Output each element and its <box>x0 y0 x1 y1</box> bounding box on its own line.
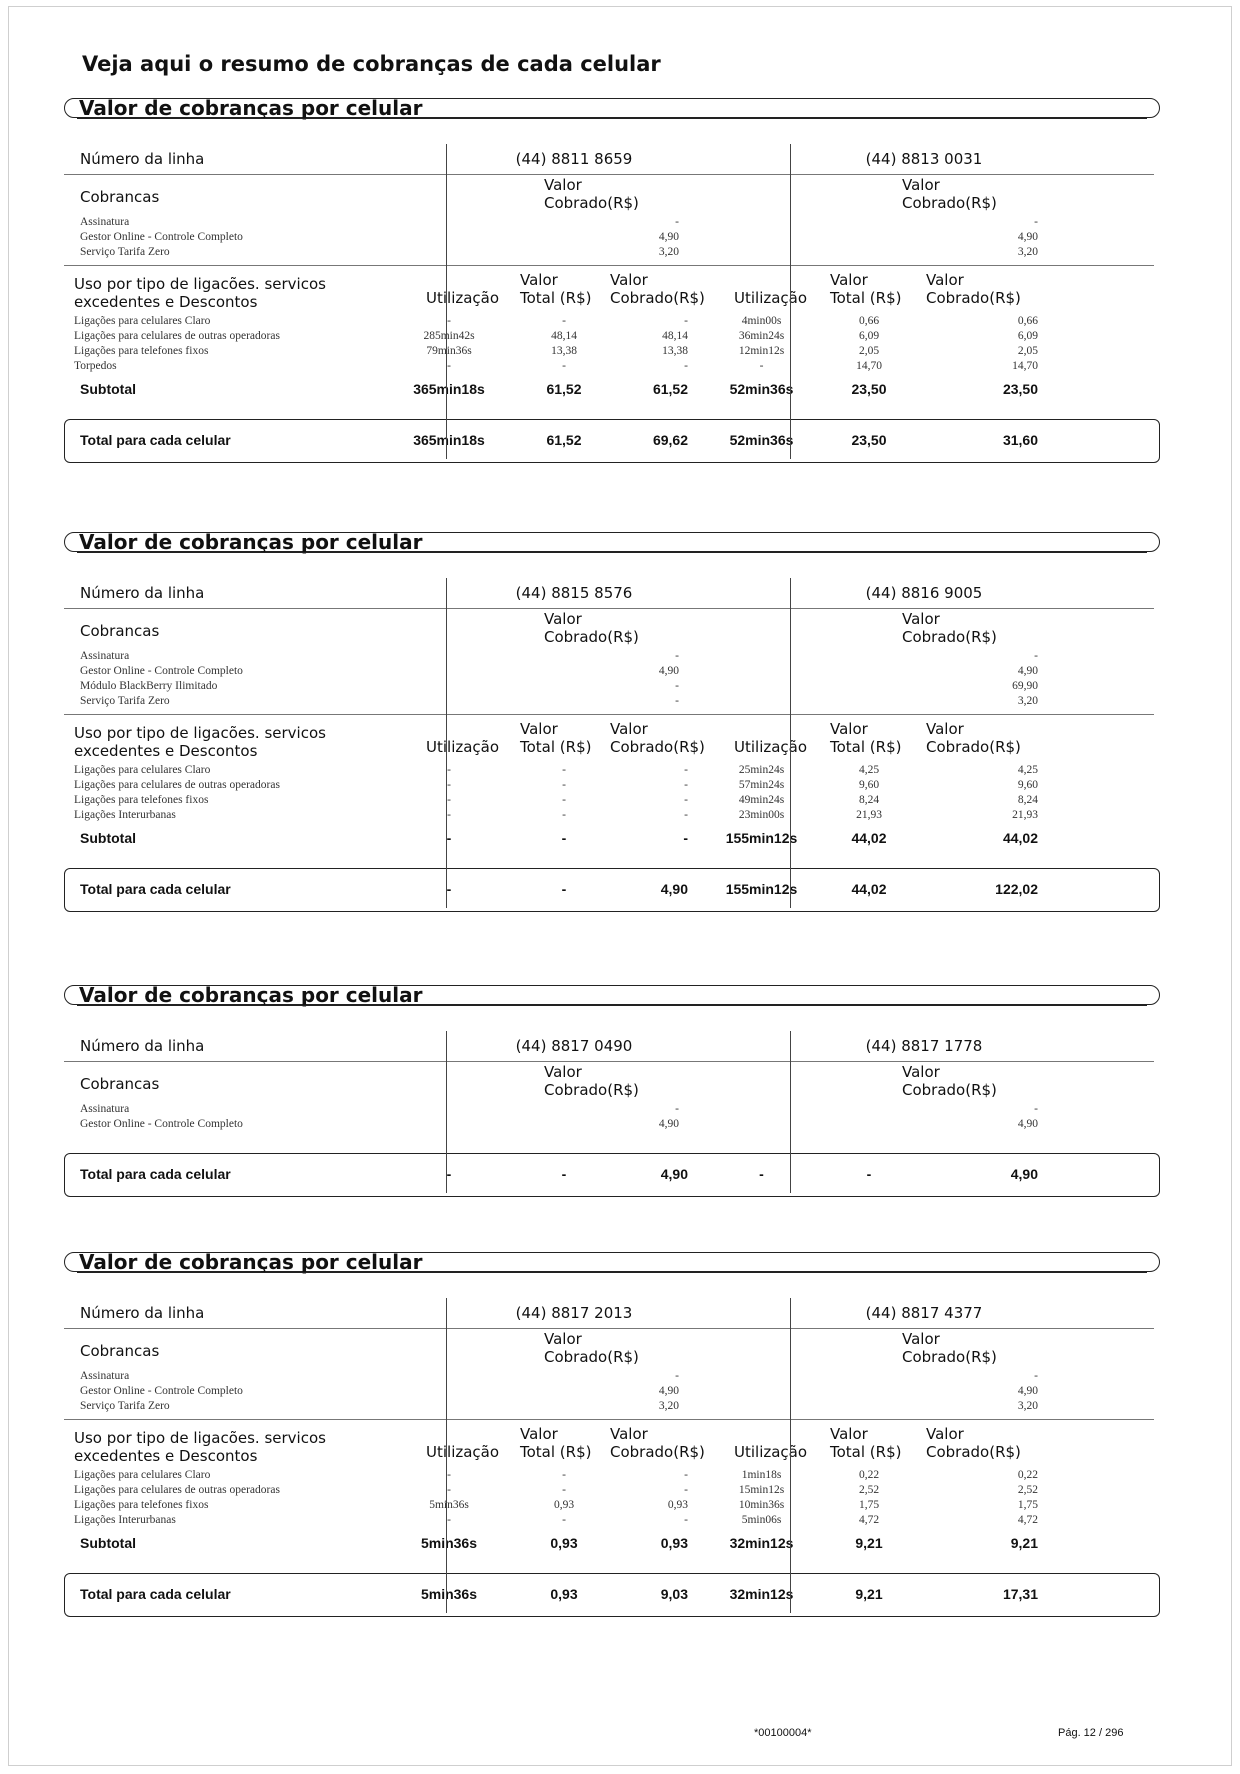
charge-value: - <box>675 650 679 662</box>
valor-header: Valor <box>520 271 558 289</box>
usage-total: - <box>562 360 566 372</box>
usage-charged: 0,93 <box>667 1499 688 1511</box>
charge-label: Assinatura <box>80 1370 130 1382</box>
usage-time: 23min00s <box>738 809 785 821</box>
usage-charged: - <box>684 360 688 372</box>
line-number: (44) 8811 8659 <box>515 150 633 168</box>
usage-time: - <box>447 1514 451 1526</box>
valor-header: Valor <box>902 610 940 628</box>
section-title: Valor de cobranças por celular <box>79 530 423 554</box>
usage-time: 285min42s <box>423 330 475 342</box>
charge-value: 3,20 <box>1017 1400 1038 1412</box>
valor-header: Valor <box>902 1330 940 1348</box>
usage-charged: - <box>684 809 688 821</box>
column-divider <box>446 1298 447 1613</box>
cobrado-header: Cobrado(R$) <box>610 1443 705 1461</box>
valor-header: Valor <box>830 271 868 289</box>
valor-header: Valor <box>926 1425 964 1443</box>
usage-total: 4,72 <box>858 1514 880 1526</box>
usage-time: - <box>447 809 451 821</box>
total-header: Total (R$) <box>830 738 902 756</box>
charge-value: 3,20 <box>658 1400 679 1412</box>
total-header: Total (R$) <box>830 1443 902 1461</box>
usage-charged: 13,38 <box>662 345 688 357</box>
divider <box>64 1419 1154 1420</box>
subtotal-charged: 23,50 <box>1002 381 1038 397</box>
usage-charged: - <box>684 1484 688 1496</box>
usage-charged: 0,22 <box>1017 1469 1038 1481</box>
total-charged: 4,90 <box>1010 1166 1038 1182</box>
section-title: Valor de cobranças por celular <box>79 1250 423 1274</box>
charge-value: - <box>675 1103 679 1115</box>
valor-header: Valor <box>610 1425 648 1443</box>
column-divider <box>790 144 791 459</box>
total-time: 155min12s <box>725 881 798 897</box>
total-total: 9,21 <box>855 1586 883 1602</box>
uso-label: excedentes e Descontos <box>74 293 258 311</box>
cobrado-header: Cobrado(R$) <box>544 194 639 212</box>
uso-label: excedentes e Descontos <box>74 1447 258 1465</box>
column-divider <box>790 1298 791 1613</box>
usage-charged: 6,09 <box>1017 330 1038 342</box>
charge-value: 69,90 <box>1012 680 1038 692</box>
usage-total: 2,05 <box>858 345 880 357</box>
charge-value: 3,20 <box>1017 246 1038 258</box>
usage-total: - <box>562 1514 566 1526</box>
uso-label: excedentes e Descontos <box>74 742 258 760</box>
total-header: Total (R$) <box>520 289 592 307</box>
section-title: Valor de cobranças por celular <box>79 983 423 1007</box>
total-charged: 122,02 <box>995 881 1038 897</box>
valor-header: Valor <box>902 1063 940 1081</box>
divider <box>64 1061 1154 1062</box>
usage-time: 15min12s <box>738 1484 785 1496</box>
subtotal-total: 23,50 <box>851 381 887 397</box>
total-label: Total para cada celular <box>80 432 231 448</box>
usage-label: Torpedos <box>74 360 117 372</box>
charge-label: Gestor Online - Controle Completo <box>80 231 243 243</box>
valor-header: Valor <box>610 720 648 738</box>
usage-charged: 1,75 <box>1017 1499 1038 1511</box>
valor-header: Valor <box>926 720 964 738</box>
subtotal-label: Subtotal <box>80 1535 136 1551</box>
usage-label: Ligações Interurbanas <box>74 809 176 821</box>
charge-label: Módulo BlackBerry Ilimitado <box>80 680 218 692</box>
charge-label: Gestor Online - Controle Completo <box>80 1385 243 1397</box>
divider <box>64 265 1154 266</box>
usage-time: - <box>759 360 764 372</box>
usage-time: 10min36s <box>738 1499 785 1511</box>
usage-label: Ligações para telefones fixos <box>74 794 209 806</box>
usage-charged: 4,25 <box>1017 764 1038 776</box>
usage-charged: 4,72 <box>1017 1514 1038 1526</box>
page-title: Veja aqui o resumo de cobranças de cada celular <box>82 52 661 76</box>
column-divider <box>790 578 791 908</box>
line-number: (44) 8817 2013 <box>515 1304 633 1322</box>
line-number-label: Número da linha <box>80 584 205 602</box>
section-header <box>64 98 1160 118</box>
usage-total: - <box>562 1484 566 1496</box>
charge-value: - <box>675 680 679 692</box>
subtotal-total: 9,21 <box>855 1535 883 1551</box>
page-number: Pág. 12 / 296 <box>1058 1727 1124 1739</box>
cobrado-header: Cobrado(R$) <box>926 738 1021 756</box>
valor-header: Valor <box>610 271 648 289</box>
subtotal-total: 61,52 <box>546 381 582 397</box>
total-charged: 4,90 <box>660 881 688 897</box>
utilizacao-header: Utilização <box>734 289 808 307</box>
utilizacao-header: Utilização <box>426 738 500 756</box>
usage-charged: - <box>684 779 688 791</box>
column-divider <box>446 578 447 908</box>
charge-label: Gestor Online - Controle Completo <box>80 1118 243 1130</box>
column-divider <box>446 144 447 459</box>
utilizacao-header: Utilização <box>734 738 808 756</box>
usage-time: - <box>447 1469 451 1481</box>
usage-charged: 0,66 <box>1017 315 1038 327</box>
usage-total: 13,38 <box>551 345 577 357</box>
subtotal-total: 44,02 <box>851 830 887 846</box>
line-number: (44) 8817 1778 <box>865 1037 983 1055</box>
line-number-label: Número da linha <box>80 1304 205 1322</box>
usage-time: 5min06s <box>741 1514 782 1526</box>
cobrancas-label: Cobrancas <box>80 1075 160 1093</box>
total-total: 0,93 <box>550 1586 578 1602</box>
usage-time: 1min18s <box>741 1469 782 1481</box>
line-number-label: Número da linha <box>80 150 205 168</box>
usage-time: 79min36s <box>426 345 472 357</box>
charge-value: - <box>675 695 679 707</box>
charge-label: Gestor Online - Controle Completo <box>80 665 243 677</box>
usage-charged: 48,14 <box>662 330 688 342</box>
line-number-label: Número da linha <box>80 1037 205 1055</box>
usage-label: Ligações para celulares de outras operadoras <box>74 330 280 342</box>
line-number: (44) 8816 9005 <box>865 584 983 602</box>
usage-time: - <box>447 779 451 791</box>
charge-value: - <box>1034 1370 1038 1382</box>
cobrado-header: Cobrado(R$) <box>902 628 997 646</box>
total-header: Total (R$) <box>520 1443 592 1461</box>
usage-total: 9,60 <box>858 779 880 791</box>
charge-value: - <box>1034 1103 1038 1115</box>
utilizacao-header: Utilização <box>734 1443 808 1461</box>
valor-header: Valor <box>520 1425 558 1443</box>
usage-time: - <box>447 764 451 776</box>
charge-label: Serviço Tarifa Zero <box>80 1400 170 1412</box>
valor-header: Valor <box>926 271 964 289</box>
utilizacao-header: Utilização <box>426 1443 500 1461</box>
valor-header: Valor <box>544 610 582 628</box>
usage-time: - <box>447 1484 451 1496</box>
total-time: 365min18s <box>413 432 485 448</box>
charge-label: Assinatura <box>80 216 130 228</box>
usage-charged: - <box>684 1514 688 1526</box>
charge-value: 4,90 <box>658 665 679 677</box>
charge-value: 3,20 <box>1017 695 1038 707</box>
usage-total: - <box>562 315 566 327</box>
cobrado-header: Cobrado(R$) <box>610 289 705 307</box>
usage-label: Ligações para celulares Claro <box>74 1469 211 1481</box>
charge-value: 4,90 <box>1017 1385 1038 1397</box>
valor-header: Valor <box>830 1425 868 1443</box>
usage-total: 0,22 <box>858 1469 880 1481</box>
charge-value: 4,90 <box>658 231 679 243</box>
section-header <box>64 985 1160 1005</box>
usage-time: 36min24s <box>738 330 785 342</box>
subtotal-charged: 9,21 <box>1010 1535 1038 1551</box>
usage-label: Ligações para telefones fixos <box>74 345 209 357</box>
total-time: 5min36s <box>420 1586 478 1602</box>
charge-value: - <box>1034 650 1038 662</box>
cobrado-header: Cobrado(R$) <box>902 1348 997 1366</box>
usage-total: 21,93 <box>856 809 882 821</box>
charge-value: 4,90 <box>658 1118 679 1130</box>
usage-label: Ligações para celulares de outras operadoras <box>74 1484 280 1496</box>
charge-value: - <box>675 1370 679 1382</box>
total-header: Total (R$) <box>520 738 592 756</box>
subtotal-charged: 44,02 <box>1002 830 1038 846</box>
charge-value: 4,90 <box>1017 1118 1038 1130</box>
divider <box>64 174 1154 175</box>
valor-header: Valor <box>544 1330 582 1348</box>
usage-total: 1,75 <box>858 1499 880 1511</box>
total-label: Total para cada celular <box>80 1586 231 1602</box>
column-divider <box>790 1031 791 1193</box>
total-total: - <box>866 1166 872 1182</box>
usage-time: - <box>447 360 451 372</box>
total-total: 23,50 <box>851 432 887 448</box>
usage-total: 4,25 <box>858 764 880 776</box>
valor-header: Valor <box>902 176 940 194</box>
usage-time: - <box>447 315 451 327</box>
section-title: Valor de cobranças por celular <box>79 96 423 120</box>
usage-label: Ligações para celulares de outras operadoras <box>74 779 280 791</box>
total-charged: 31,60 <box>1002 432 1038 448</box>
subtotal-charged: 61,52 <box>652 381 688 397</box>
usage-charged: - <box>684 764 688 776</box>
usage-charged: - <box>684 315 688 327</box>
charge-value: - <box>675 216 679 228</box>
total-label: Total para cada celular <box>80 1166 231 1182</box>
subtotal-time: 365min18s <box>413 381 485 397</box>
cobrado-header: Cobrado(R$) <box>902 194 997 212</box>
total-charged: 9,03 <box>660 1586 688 1602</box>
usage-time: 5min36s <box>429 1499 469 1511</box>
charge-value: 3,20 <box>658 246 679 258</box>
usage-time: 49min24s <box>738 794 785 806</box>
usage-total: 6,09 <box>858 330 880 342</box>
usage-total: 0,66 <box>858 315 880 327</box>
usage-charged: 8,24 <box>1017 794 1038 806</box>
charge-value: - <box>1034 216 1038 228</box>
usage-label: Ligações para celulares Claro <box>74 315 211 327</box>
usage-label: Ligações Interurbanas <box>74 1514 176 1526</box>
charge-label: Assinatura <box>80 1103 130 1115</box>
charge-label: Serviço Tarifa Zero <box>80 695 170 707</box>
total-header: Total (R$) <box>830 289 902 307</box>
divider <box>64 1328 1154 1329</box>
usage-charged: 2,05 <box>1017 345 1038 357</box>
line-number: (44) 8815 8576 <box>515 584 633 602</box>
valor-header: Valor <box>544 176 582 194</box>
cobrado-header: Cobrado(R$) <box>926 289 1021 307</box>
cobrado-header: Cobrado(R$) <box>544 628 639 646</box>
cobrancas-label: Cobrancas <box>80 1342 160 1360</box>
usage-charged: 21,93 <box>1012 809 1038 821</box>
usage-total: 48,14 <box>551 330 577 342</box>
line-number: (44) 8813 0031 <box>865 150 983 168</box>
usage-total: - <box>562 809 566 821</box>
charge-label: Serviço Tarifa Zero <box>80 246 170 258</box>
cobrado-header: Cobrado(R$) <box>926 1443 1021 1461</box>
total-charged: 4,90 <box>660 1166 688 1182</box>
usage-time: 25min24s <box>738 764 785 776</box>
subtotal-label: Subtotal <box>80 830 136 846</box>
usage-total: - <box>562 779 566 791</box>
utilizacao-header: Utilização <box>426 289 500 307</box>
barcode-code: *00100004* <box>754 1727 812 1739</box>
usage-charged: - <box>684 1469 688 1481</box>
column-divider <box>446 1031 447 1193</box>
section-header <box>64 532 1160 552</box>
usage-charged: - <box>684 794 688 806</box>
divider <box>64 608 1154 609</box>
subtotal-time: 5min36s <box>420 1535 478 1551</box>
cobrado-header: Cobrado(R$) <box>610 738 705 756</box>
charge-value: 4,90 <box>1017 665 1038 677</box>
valor-header: Valor <box>520 720 558 738</box>
total-total: 44,02 <box>851 881 887 897</box>
subtotal-time: - <box>446 830 452 846</box>
subtotal-charged: 0,93 <box>660 1535 688 1551</box>
usage-time: 57min24s <box>738 779 785 791</box>
total-total: - <box>561 1166 567 1182</box>
cobrado-header: Cobrado(R$) <box>902 1081 997 1099</box>
usage-total: 0,93 <box>553 1499 575 1511</box>
section-header <box>64 1252 1160 1272</box>
subtotal-total: - <box>561 830 567 846</box>
divider <box>64 714 1154 715</box>
total-label: Total para cada celular <box>80 881 231 897</box>
usage-total: - <box>562 794 566 806</box>
charge-value: 4,90 <box>1017 231 1038 243</box>
usage-total: - <box>562 764 566 776</box>
cobrancas-label: Cobrancas <box>80 622 160 640</box>
usage-label: Ligações para telefones fixos <box>74 1499 209 1511</box>
cobrado-header: Cobrado(R$) <box>544 1348 639 1366</box>
usage-charged: 14,70 <box>1012 360 1038 372</box>
subtotal-charged: - <box>683 830 688 846</box>
total-total: - <box>561 881 567 897</box>
charge-label: Assinatura <box>80 650 130 662</box>
usage-charged: 9,60 <box>1017 779 1038 791</box>
charge-value: 4,90 <box>658 1385 679 1397</box>
line-number: (44) 8817 0490 <box>515 1037 633 1055</box>
subtotal-label: Subtotal <box>80 381 136 397</box>
total-time: - <box>446 1166 452 1182</box>
uso-label: Uso por tipo de ligacões. servicos <box>74 275 326 293</box>
cobrancas-label: Cobrancas <box>80 188 160 206</box>
usage-time: 12min12s <box>738 345 785 357</box>
subtotal-time: 155min12s <box>725 830 798 846</box>
valor-header: Valor <box>544 1063 582 1081</box>
total-total: 61,52 <box>546 432 582 448</box>
subtotal-time: 52min36s <box>729 381 794 397</box>
subtotal-time: 32min12s <box>729 1535 794 1551</box>
total-charged: 69,62 <box>652 432 688 448</box>
cobrado-header: Cobrado(R$) <box>544 1081 639 1099</box>
total-time: 52min36s <box>729 432 794 448</box>
usage-label: Ligações para celulares Claro <box>74 764 211 776</box>
usage-total: 8,24 <box>858 794 880 806</box>
usage-charged: 2,52 <box>1017 1484 1038 1496</box>
usage-total: 2,52 <box>858 1484 880 1496</box>
uso-label: Uso por tipo de ligacões. servicos <box>74 1429 326 1447</box>
line-number: (44) 8817 4377 <box>865 1304 983 1322</box>
usage-time: 4min00s <box>741 315 782 327</box>
total-time: - <box>446 881 452 897</box>
subtotal-total: 0,93 <box>550 1535 578 1551</box>
usage-total: - <box>562 1469 566 1481</box>
total-time: 32min12s <box>729 1586 794 1602</box>
total-time: - <box>759 1166 764 1182</box>
total-charged: 17,31 <box>1002 1586 1038 1602</box>
usage-time: - <box>447 794 451 806</box>
uso-label: Uso por tipo de ligacões. servicos <box>74 724 326 742</box>
valor-header: Valor <box>830 720 868 738</box>
usage-total: 14,70 <box>856 360 882 372</box>
